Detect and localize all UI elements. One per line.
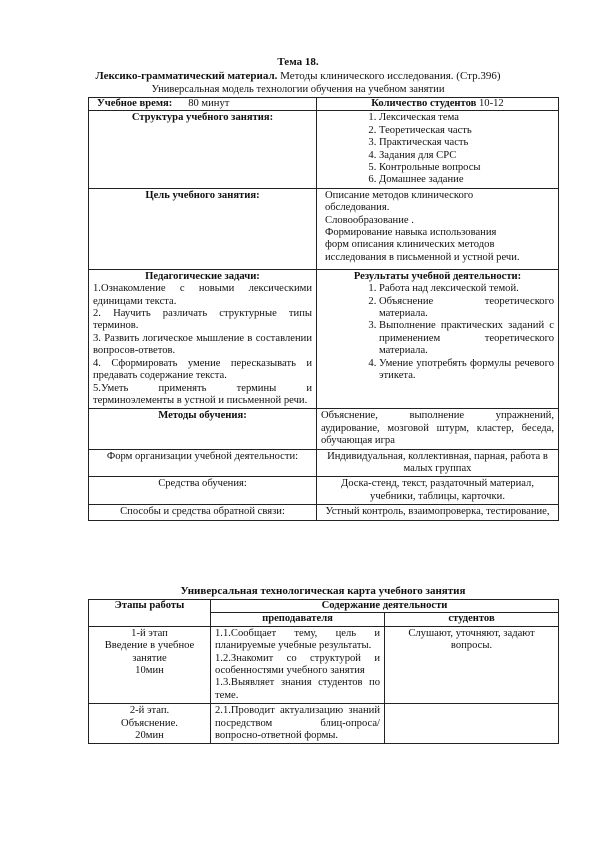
result-item: 2. Объяснение теоретического материала. — [379, 296, 554, 321]
subtitle-rest: Методы клинического исследования. (Стр.396) — [277, 70, 501, 82]
map-row-2 — [89, 704, 559, 744]
structure-list-cell — [317, 111, 559, 188]
col-teacher: преподавателя — [211, 613, 385, 626]
goal-line: Словообразование . — [325, 214, 414, 226]
structure-label: Структура учебного занятия: — [89, 111, 317, 188]
time-cell — [89, 98, 317, 111]
results-label: Результаты учебной деятельности: — [353, 270, 522, 282]
teacher-activity: 1.2.Знакомит со структурой и особенностями учебного занятия — [215, 652, 380, 677]
goal-line: форм описания клинических методов — [325, 239, 495, 251]
result-item: 4. Умение употребять формулы речевого этикета. — [379, 358, 554, 383]
task-item: 5.Уметь применять термины и терминоэлементы в устной и письменной речи. — [93, 382, 312, 406]
stage-line: занятие — [132, 652, 167, 664]
structure-item: 6. Домашнее задание — [379, 174, 554, 186]
result-item: 1. Работа над лексической темой. — [379, 283, 554, 295]
stage-line: Объяснение. — [121, 717, 178, 729]
time-label: Учебное время: — [97, 98, 173, 109]
stage-cell-1 — [89, 626, 211, 703]
map-header-row — [89, 600, 559, 613]
goal-cell — [317, 188, 559, 269]
students-label: Количество студентов — [371, 98, 477, 109]
structure-item: 5. Контрольные вопросы — [379, 162, 554, 174]
structure-item: 4. Задания для СРС — [379, 150, 554, 162]
stage-line: 1-й этап — [131, 627, 168, 639]
structure-item: 1. Лексическая тема — [379, 112, 554, 124]
forms-value: Индивидуальная, коллективная, парная, работа в малых группах — [317, 449, 559, 477]
forms-label: Форм организации учебной деятельности: — [89, 449, 317, 477]
model-table — [88, 97, 559, 521]
structure-item: 3. Практическая часть — [379, 137, 554, 149]
goal-label: Цель учебного занятия: — [89, 188, 317, 269]
goal-text — [325, 190, 554, 264]
means-value: Доска-стенд, текст, раздаточный материал, учебники, таблицы, карточки. — [317, 477, 559, 505]
students-cell-2 — [385, 704, 559, 744]
col-students: студентов — [385, 613, 559, 626]
structure-row — [89, 111, 559, 188]
goal-line: обследования. — [325, 202, 390, 214]
result-item: 3. Выполнение практических заданий с применением теоретического материала. — [379, 320, 554, 357]
col-content: Содержание деятельности — [211, 600, 559, 613]
structure-list — [321, 112, 554, 186]
students-cell — [317, 98, 559, 111]
tasks-list — [93, 283, 312, 407]
tasks-label: Педагогические задачи: — [145, 270, 260, 282]
stage-line: 20мин — [135, 730, 164, 742]
means-label: Средства обучения: — [89, 477, 317, 505]
map-row-1 — [89, 626, 559, 703]
time-value: 80 минут — [188, 98, 230, 109]
feedback-label: Способы и средства обратной связи: — [89, 505, 317, 520]
stage-line: 2-й этап. — [129, 705, 170, 717]
model-caption: Универсальная модель технологии обучения на учебном занятии — [151, 84, 445, 95]
teacher-cell-1 — [211, 626, 385, 703]
page-title: Тема 18. — [277, 56, 319, 68]
feedback-row — [89, 505, 559, 520]
subtitle-bold: Лексико-грамматический материал. — [95, 70, 278, 82]
teacher-activity: 1.3.Выявляет знания студентов по теме. — [215, 677, 380, 701]
stage-line: 10мин — [135, 665, 164, 677]
methods-label: Методы обучения: — [89, 409, 317, 449]
col-stages: Этапы работы — [89, 600, 211, 627]
stage-line: Введение в учебное — [104, 640, 195, 652]
task-item: 1.Ознакомление с новыми лексическими единицами текста. — [93, 283, 312, 307]
results-cell — [317, 269, 559, 408]
map-caption: Универсальная технологическая карта учебного занятия — [180, 585, 466, 597]
teacher-activity: 1.1.Сообщает тему, цель и планируемые учебные результаты. — [215, 627, 380, 652]
goal-line: исследования в письменной и устной речи. — [325, 251, 520, 263]
structure-item: 2. Теоретическая часть — [379, 125, 554, 137]
methods-value: Объяснение, выполнение упражнений, аудирование, мозговой штурм, кластер, беседа, обучающая игра — [317, 409, 559, 449]
tasks-cell — [89, 269, 317, 408]
map-table — [88, 599, 559, 744]
results-list — [321, 283, 554, 382]
teacher-activity: 2.1.Проводит актуализацию знаний посредством блиц-опроса/ вопросно-ответной формы. — [215, 705, 380, 742]
tasks-row — [89, 269, 559, 408]
task-item: 3. Развить логическое мышление в составлении вопросов-ответов. — [93, 332, 312, 357]
time-row — [89, 98, 559, 111]
forms-row — [89, 449, 559, 477]
task-item: 2. Научить различать структурные типы терминов. — [93, 308, 312, 332]
students-value: 10-12 — [478, 98, 504, 109]
topic-subtitle — [60, 70, 536, 82]
teacher-cell-2 — [211, 704, 385, 744]
goal-line: Описание методов клинического — [325, 189, 474, 201]
means-row — [89, 477, 559, 505]
goal-line: Формирование навыка использования — [325, 227, 497, 239]
stage-cell-2 — [89, 704, 211, 744]
students-cell-1: Слушают, уточняют, задают вопросы. — [385, 626, 559, 703]
feedback-value: Устный контроль, взаимопроверка, тестирование, — [317, 505, 559, 520]
methods-row — [89, 409, 559, 449]
goal-row — [89, 188, 559, 269]
task-item: 4. Сформировать умение пересказывать и предавать содержание текста. — [93, 357, 312, 382]
